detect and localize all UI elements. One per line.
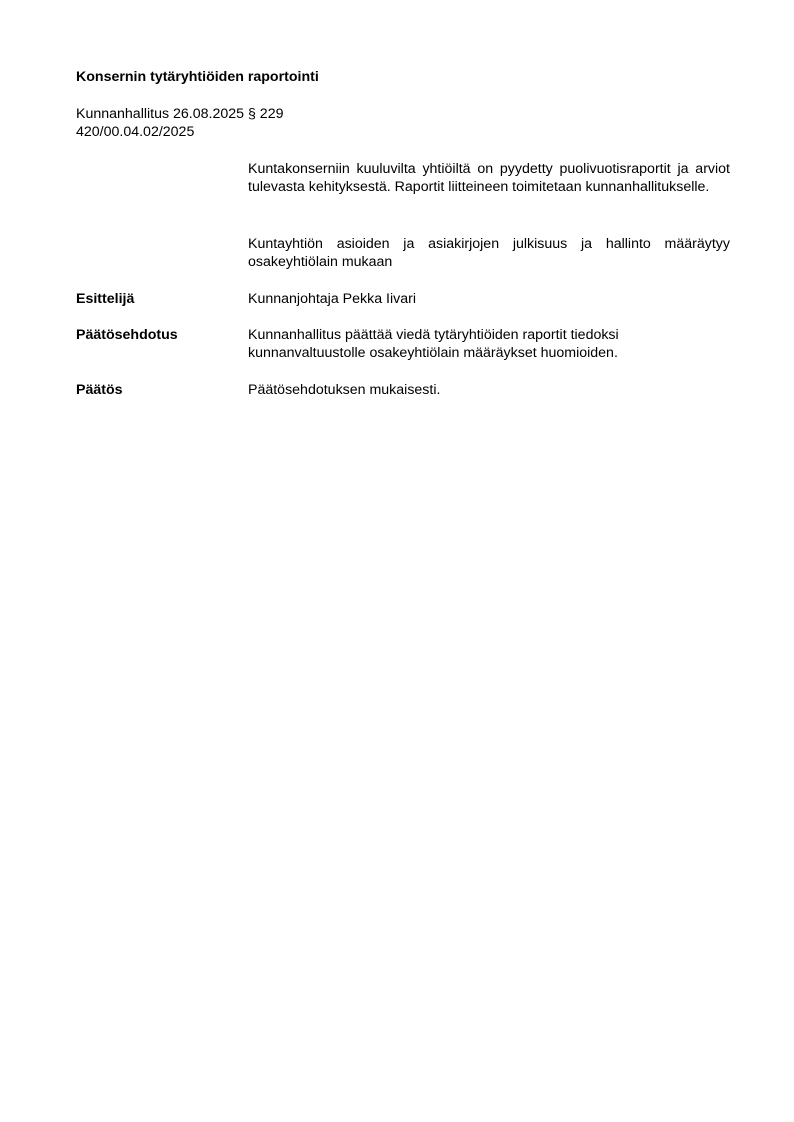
decision-value: Päätösehdotuksen mukaisesti. — [248, 382, 441, 398]
proposal-value: Kunnanhallitus päättää viedä tytäryhtiöiden raportit tiedoksi kunnanvaltuustolle osakeyhtiölain määräykset huomioiden. — [248, 327, 619, 361]
case-number: 420/00.04.02/2025 — [76, 124, 195, 140]
meeting-reference: Kunnanhallitus 26.08.2025 § 229 — [76, 106, 284, 122]
decision-label: Päätös — [76, 382, 123, 398]
document-title: Konsernin tytäryhtiöiden raportointi — [76, 69, 319, 85]
paragraph-block-1 — [248, 160, 730, 196]
presenter-value: Kunnanjohtaja Pekka Iivari — [248, 291, 416, 307]
body-paragraph: Kuntayhtiön asioiden ja asiakirjojen julkisuus ja hallinto määräytyy osakeyhtiölain mukaan — [248, 236, 730, 270]
paragraph-block-2 — [248, 235, 730, 271]
presenter-label: Esittelijä — [76, 291, 135, 307]
proposal-label: Päätösehdotus — [76, 327, 178, 343]
body-paragraph: Kuntakonserniin kuuluvilta yhtiöiltä on pyydetty puolivuotisraportit ja arviot tulevasta kehityksestä. Raportit liitteineen toimitetaan kunnanhallitukselle. — [248, 161, 730, 195]
